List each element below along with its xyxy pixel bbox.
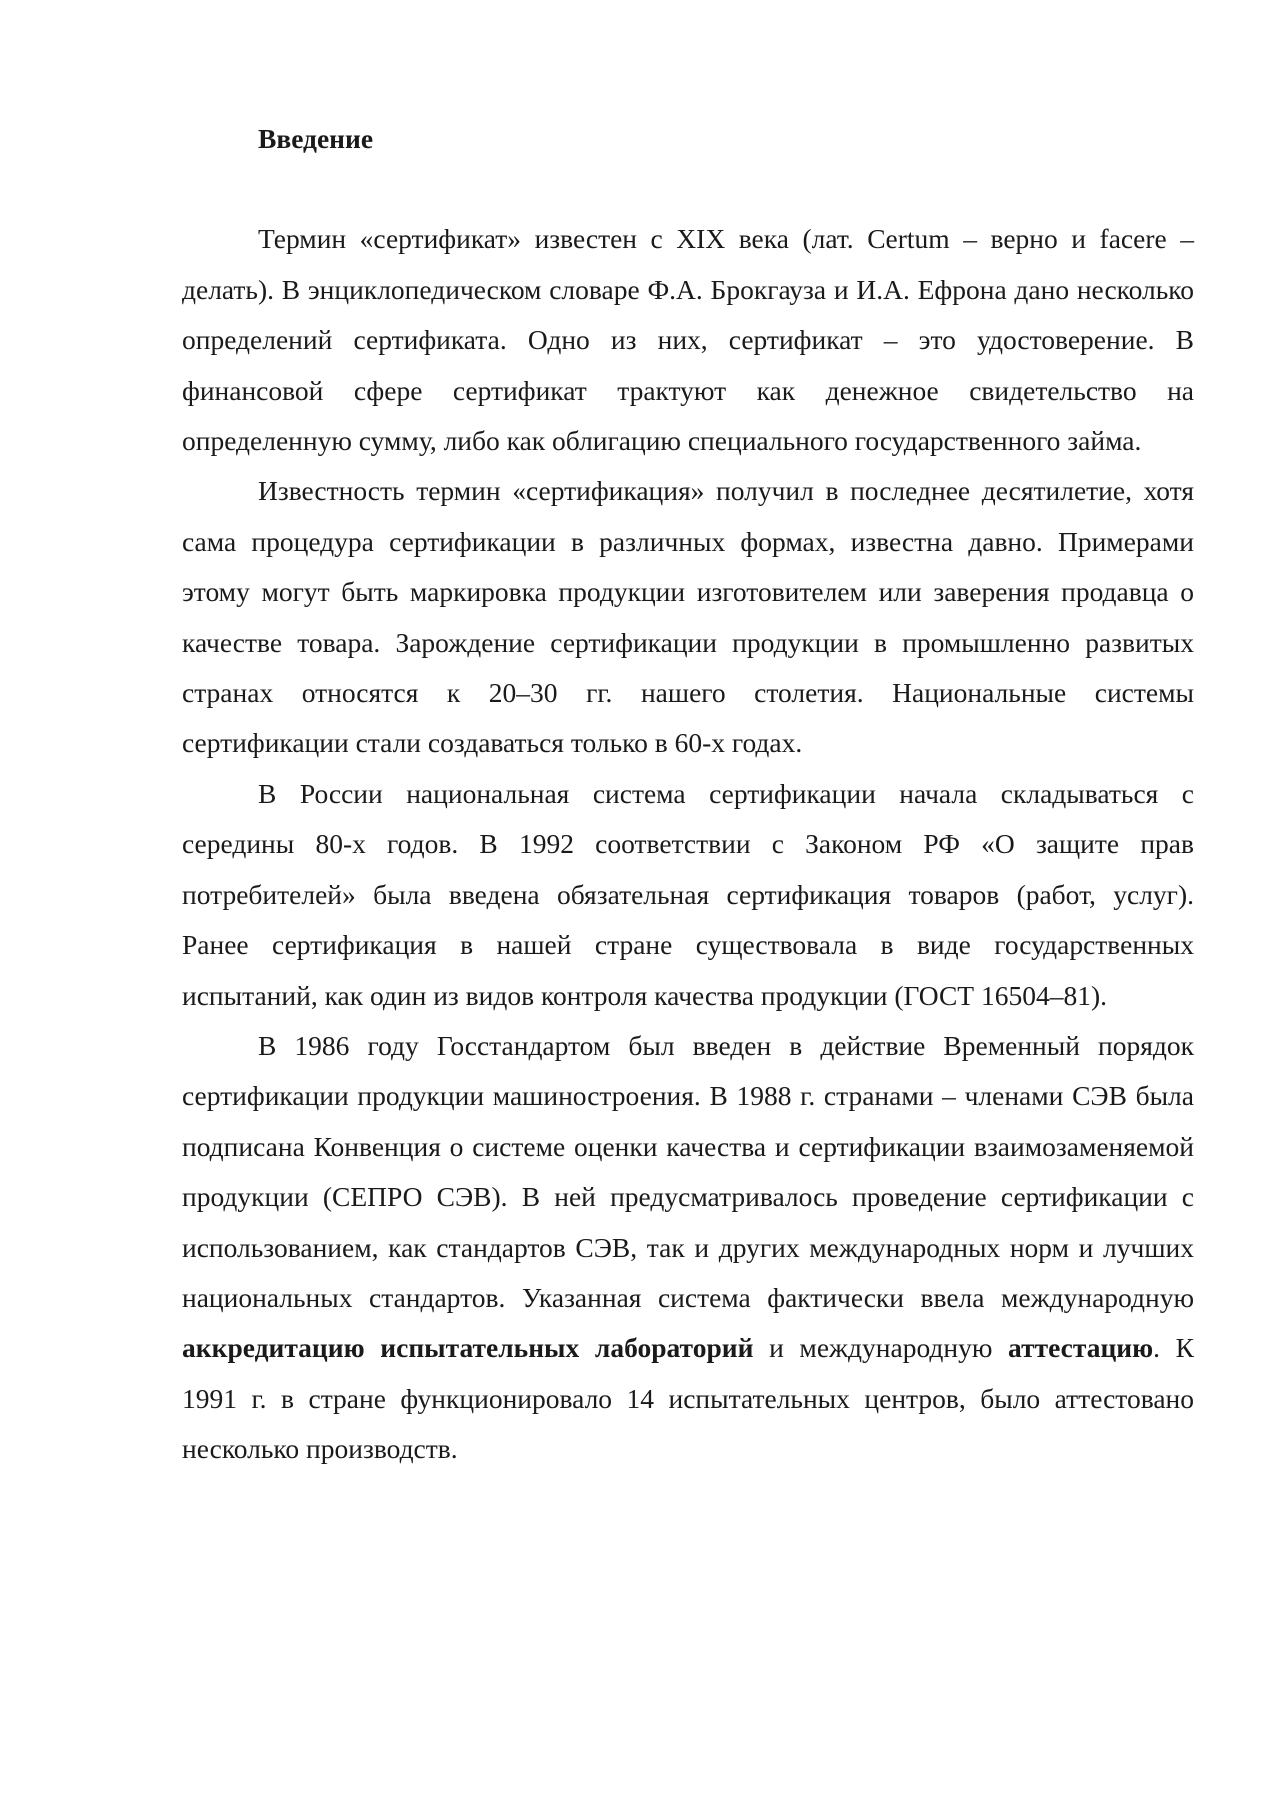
paragraph-4-text-1: В 1986 году Госстандартом был введен в действие Временный порядок сертификации продукции машиностроения. В 1988 г. странами – членами СЭВ была подписана Конвенция о системе оценки качества и сертификации взаимозаменяемой продукции (СЕПРО СЭВ). В ней предусматривалось проведение сертификации с использованием, как стандартов СЭВ, так и других международных норм и лучших национальных стандартов. Указанная система фактически ввела международную	[182, 1029, 1194, 1313]
paragraph-4-text-3: . К 1991 г. в стране функционировало 14 испытательных центров, было аттестовано несколько производств.	[182, 1332, 1195, 1465]
paragraph-4	[182, 1021, 1194, 1475]
bold-term-attestation: аттестацию	[1008, 1332, 1154, 1364]
paragraph-4-text-2: и международную	[753, 1332, 1009, 1364]
bold-term-accreditation: аккредитацию испытательных лабораторий	[182, 1332, 754, 1364]
paragraph-1: Термин «сертификат» известен с XIX века (лат. Certum – верно и facere – делать). В энциклопедическом словаре Ф.А. Брокгауза и И.А. Ефрона дано несколько определений сертификата. Одно из них, сертификат – это удостоверение. В финансовой сфере сертификат трактуют как денежное свидетельство на определенную сумму, либо как облигацию специального государственного займа.	[182, 223, 1194, 457]
section-heading: Введение	[258, 123, 374, 154]
document-body	[182, 114, 1194, 1475]
paragraph-3: В России национальная система сертификации начала складываться с середины 80-х годов. В 1992 соответствии с Законом РФ «О защите прав потребителей» была введена обязательная сертификация товаров (работ, услуг). Ранее сертификация в нашей стране существовала в виде государственных испытаний, как один из видов контроля качества продукции (ГОСТ 16504–81).	[182, 777, 1194, 1011]
paragraph-2: Известность термин «сертификация» получил в последнее десятилетие, хотя сама процедура сертификации в различных формах, известна давно. Примерами этому могут быть маркировка продукции изготовителем или заверения продавца о качестве товара. Зарождение сертификации продукции в промышленно развитых странах относятся к 20–30 гг. нашего столетия. Национальные системы сертификации стали создаваться только в 60-х годах.	[182, 475, 1194, 759]
